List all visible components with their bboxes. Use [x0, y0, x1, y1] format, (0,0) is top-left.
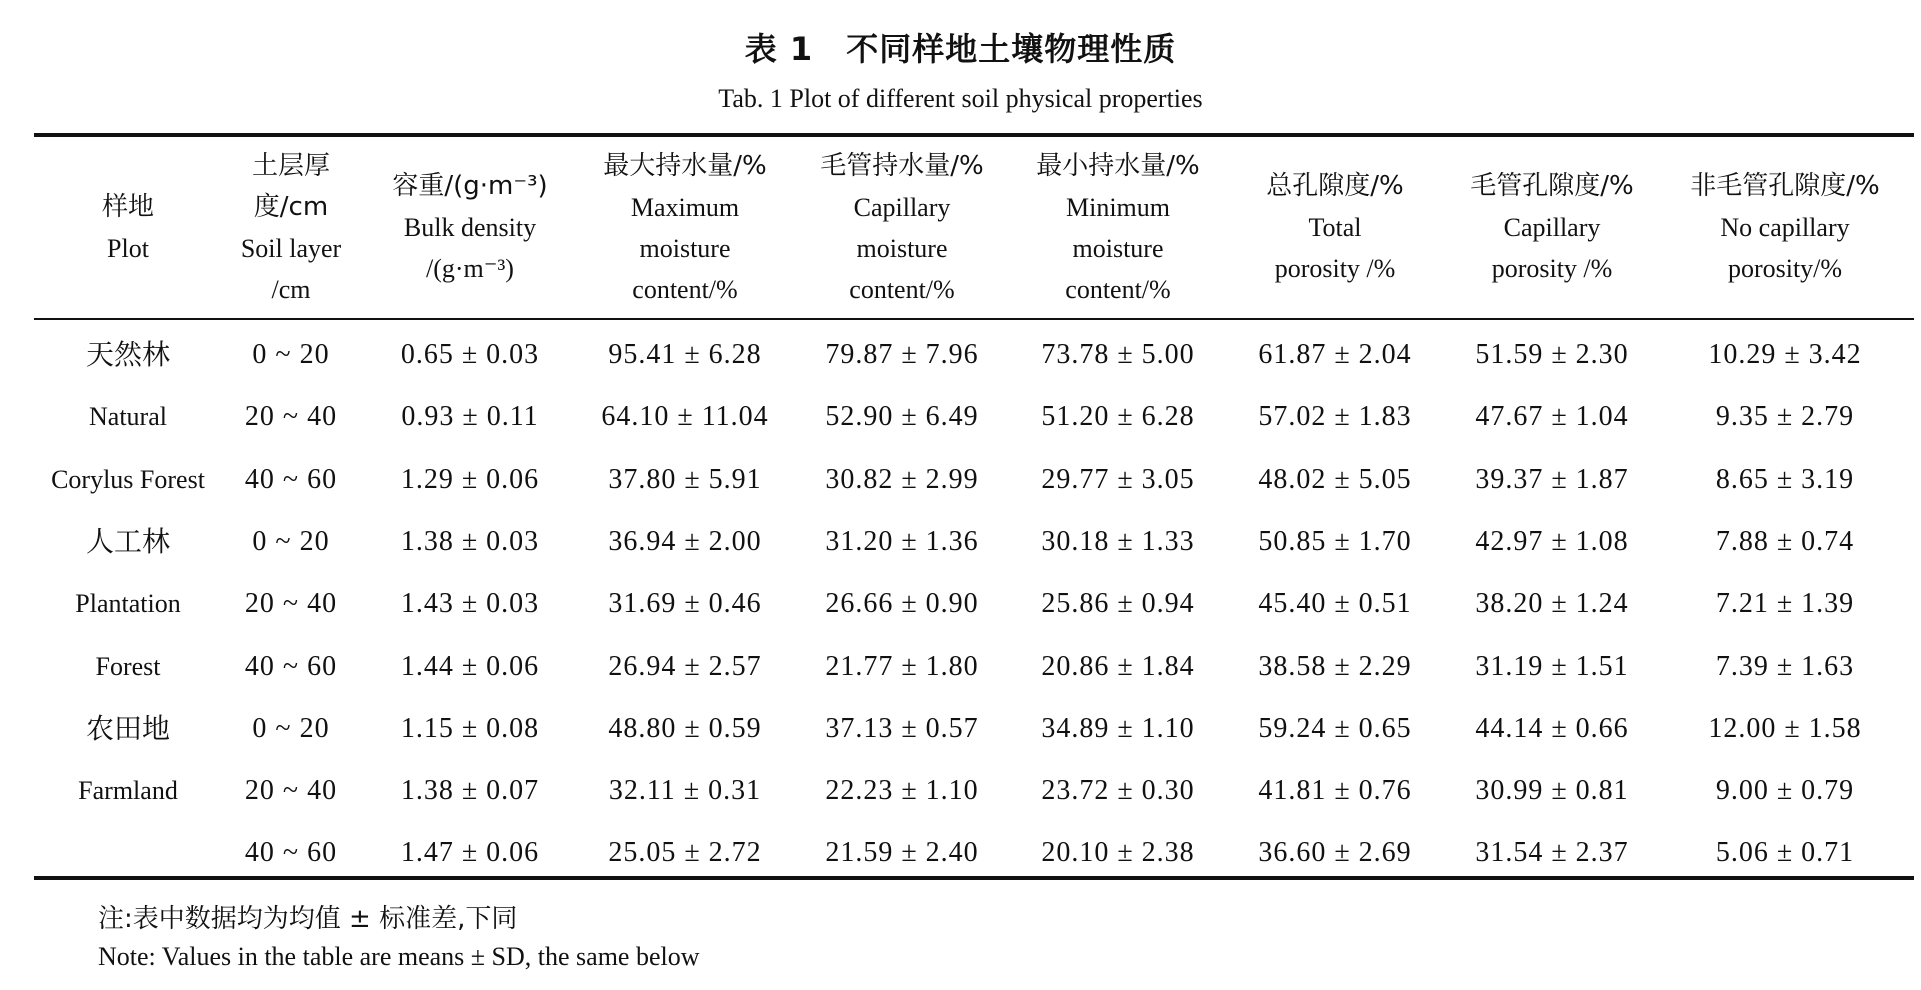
cell-soil-layer: 20 ~ 40 [244, 775, 338, 807]
cell-bulk-density: 1.38 ± 0.03 [400, 525, 540, 557]
header-line: Capillary [1503, 213, 1601, 242]
cell-bulk-density: 0.93 ± 0.11 [401, 401, 539, 433]
header-line: 土层厚 [251, 150, 330, 181]
cell-capillary-moisture: 21.77 ± 1.80 [825, 650, 979, 682]
cell-plot [33, 822, 223, 884]
header-line: content/% [1065, 274, 1171, 304]
cell-max-moisture: 48.80 ± 0.59 [608, 712, 762, 744]
cell-bulk-density: 1.29 ± 0.06 [400, 463, 540, 495]
cell-capillary-porosity: 51.59 ± 2.30 [1475, 339, 1629, 370]
cell-noncapillary-porosity: 7.21 ± 1.39 [1715, 588, 1855, 620]
header-line: Plot [107, 233, 149, 263]
header-min-moisture [1013, 145, 1223, 310]
table-note-cn: 注:表中数据均为均值 ± 标准差,下同 [98, 904, 518, 934]
cell-plot: Corylus Forest [51, 464, 205, 494]
header-line: 毛管持水量/% [820, 150, 984, 181]
cell-plot: 农田地 [85, 711, 170, 745]
cell-bulk-density: 1.47 ± 0.06 [400, 837, 540, 869]
cell-capillary-moisture: 31.20 ± 1.36 [825, 525, 979, 557]
table-row [34, 636, 1914, 698]
header-line: Capillary [853, 192, 951, 222]
header-line: Maximum [630, 192, 740, 222]
cell-noncapillary-porosity: 12.00 ± 1.58 [1708, 712, 1862, 744]
header-line: 非毛管孔隙度/% [1690, 171, 1880, 201]
table-title-en: Tab. 1 Plot of different soil physical properties [718, 84, 1203, 113]
cell-soil-layer: 0 ~ 20 [252, 525, 330, 557]
header-line: /cm [271, 274, 311, 304]
cell-bulk-density: 1.44 ± 0.06 [400, 650, 540, 682]
cell-max-moisture: 25.05 ± 2.72 [608, 837, 762, 869]
cell-noncapillary-porosity: 10.29 ± 3.42 [1708, 339, 1862, 370]
cell-bulk-density: 1.43 ± 0.03 [400, 588, 540, 620]
cell-capillary-porosity: 39.37 ± 1.87 [1475, 463, 1629, 495]
cell-noncapillary-porosity: 9.00 ± 0.79 [1715, 775, 1855, 807]
cell-min-moisture: 23.72 ± 0.30 [1041, 775, 1195, 807]
cell-min-moisture: 20.86 ± 1.84 [1041, 650, 1195, 682]
header-line: 度/cm [253, 191, 329, 222]
header-line: Total [1308, 213, 1362, 242]
cell-total-porosity: 48.02 ± 5.05 [1258, 463, 1412, 495]
cell-total-porosity: 50.85 ± 1.70 [1258, 525, 1412, 557]
cell-soil-layer: 40 ~ 60 [244, 837, 338, 869]
cell-noncapillary-porosity: 7.39 ± 1.63 [1715, 650, 1855, 682]
table-title-cn: 表 1 不同样地土壤物理性质 [744, 30, 1177, 68]
cell-capillary-porosity: 44.14 ± 0.66 [1475, 712, 1629, 744]
table-row [34, 324, 1914, 386]
cell-min-moisture: 73.78 ± 5.00 [1041, 339, 1195, 370]
table-row [34, 822, 1914, 884]
cell-capillary-moisture: 26.66 ± 0.90 [825, 588, 979, 620]
table-row [34, 386, 1914, 448]
top-rule [34, 133, 1914, 137]
cell-total-porosity: 36.60 ± 2.69 [1258, 837, 1412, 869]
table-row [34, 760, 1914, 822]
header-capillary-moisture [797, 145, 1007, 310]
header-line: 容重/(g·m⁻³) [392, 171, 548, 201]
cell-noncapillary-porosity: 9.35 ± 2.79 [1715, 401, 1855, 433]
header-line: Minimum [1065, 192, 1170, 222]
cell-plot: Natural [89, 402, 167, 432]
cell-bulk-density: 0.65 ± 0.03 [400, 339, 540, 370]
cell-soil-layer: 0 ~ 20 [252, 339, 330, 370]
cell-plot: 天然林 [85, 338, 170, 371]
header-max-moisture [580, 145, 790, 310]
cell-max-moisture: 64.10 ± 11.04 [601, 401, 769, 433]
cell-soil-layer: 20 ~ 40 [244, 401, 338, 433]
header-line: Soil layer [240, 233, 342, 263]
cell-min-moisture: 25.86 ± 0.94 [1041, 588, 1195, 620]
cell-capillary-porosity: 30.99 ± 0.81 [1475, 775, 1629, 807]
header-line: 总孔隙度/% [1266, 171, 1404, 201]
cell-capillary-porosity: 31.19 ± 1.51 [1475, 650, 1629, 682]
cell-max-moisture: 36.94 ± 2.00 [608, 525, 762, 557]
header-line: moisture [1072, 233, 1164, 263]
cell-plot: Plantation [75, 589, 181, 619]
cell-min-moisture: 20.10 ± 2.38 [1041, 837, 1195, 869]
cell-min-moisture: 51.20 ± 6.28 [1041, 401, 1195, 433]
cell-max-moisture: 31.69 ± 0.46 [608, 588, 762, 620]
cell-max-moisture: 37.80 ± 5.91 [608, 463, 762, 495]
header-total-porosity [1230, 145, 1440, 310]
cell-total-porosity: 41.81 ± 0.76 [1258, 775, 1412, 807]
header-line: 最小持水量/% [1036, 150, 1200, 181]
header-line: Bulk density [403, 213, 537, 242]
cell-total-porosity: 61.87 ± 2.04 [1258, 339, 1412, 370]
cell-total-porosity: 38.58 ± 2.29 [1258, 650, 1412, 682]
cell-total-porosity: 45.40 ± 0.51 [1258, 588, 1412, 620]
cell-max-moisture: 26.94 ± 2.57 [608, 650, 762, 682]
cell-capillary-porosity: 31.54 ± 2.37 [1475, 837, 1629, 869]
header-line: No capillary [1720, 213, 1850, 242]
cell-capillary-porosity: 47.67 ± 1.04 [1475, 401, 1629, 433]
header-line: 最大持水量/% [603, 150, 767, 181]
cell-min-moisture: 34.89 ± 1.10 [1041, 712, 1195, 744]
header-line: moisture [856, 233, 948, 263]
header-line: content/% [849, 274, 955, 304]
header-capillary-porosity [1447, 145, 1657, 310]
cell-capillary-moisture: 22.23 ± 1.10 [825, 775, 979, 807]
cell-noncapillary-porosity: 8.65 ± 3.19 [1715, 463, 1855, 495]
header-line: content/% [632, 274, 738, 304]
cell-plot: Farmland [78, 776, 178, 806]
table-row [34, 449, 1914, 511]
cell-total-porosity: 57.02 ± 1.83 [1258, 401, 1412, 433]
header-rule [34, 318, 1914, 320]
cell-bulk-density: 1.38 ± 0.07 [400, 775, 540, 807]
cell-capillary-moisture: 37.13 ± 0.57 [825, 712, 979, 744]
cell-bulk-density: 1.15 ± 0.08 [400, 712, 540, 744]
cell-plot: Forest [95, 651, 161, 681]
cell-plot: 人工林 [85, 524, 170, 558]
cell-min-moisture: 30.18 ± 1.33 [1041, 525, 1195, 557]
header-line: moisture [639, 233, 731, 263]
table-row [34, 573, 1914, 635]
cell-capillary-porosity: 42.97 ± 1.08 [1475, 525, 1629, 557]
cell-total-porosity: 59.24 ± 0.65 [1258, 712, 1412, 744]
cell-soil-layer: 40 ~ 60 [244, 463, 338, 495]
cell-capillary-moisture: 30.82 ± 2.99 [825, 463, 979, 495]
cell-max-moisture: 32.11 ± 0.31 [608, 775, 762, 807]
cell-soil-layer: 40 ~ 60 [244, 650, 338, 682]
header-line: porosity /% [1491, 254, 1613, 283]
cell-max-moisture: 95.41 ± 6.28 [608, 339, 762, 370]
header-line: 毛管孔隙度/% [1470, 171, 1634, 201]
header-plot [33, 145, 223, 310]
header-line: porosity/% [1727, 254, 1843, 283]
cell-soil-layer: 20 ~ 40 [244, 588, 338, 620]
cell-noncapillary-porosity: 7.88 ± 0.74 [1715, 525, 1855, 557]
cell-min-moisture: 29.77 ± 3.05 [1041, 463, 1195, 495]
cell-capillary-porosity: 38.20 ± 1.24 [1475, 588, 1629, 620]
table-note-en: Note: Values in the table are means ± SD, the same below [98, 942, 700, 971]
cell-soil-layer: 0 ~ 20 [252, 712, 330, 744]
cell-capillary-moisture: 21.59 ± 2.40 [825, 837, 979, 869]
table-row [34, 698, 1914, 760]
header-noncapillary-porosity [1665, 145, 1905, 310]
cell-noncapillary-porosity: 5.06 ± 0.71 [1715, 837, 1855, 869]
header-line: 样地 [101, 191, 154, 222]
header-soil-layer [231, 145, 351, 310]
cell-capillary-moisture: 79.87 ± 7.96 [825, 339, 979, 370]
header-bulk-density [360, 145, 580, 310]
header-line: porosity /% [1274, 254, 1396, 283]
cell-capillary-moisture: 52.90 ± 6.49 [825, 401, 979, 433]
header-line: /(g·m⁻³) [426, 254, 514, 283]
table-row [34, 511, 1914, 573]
